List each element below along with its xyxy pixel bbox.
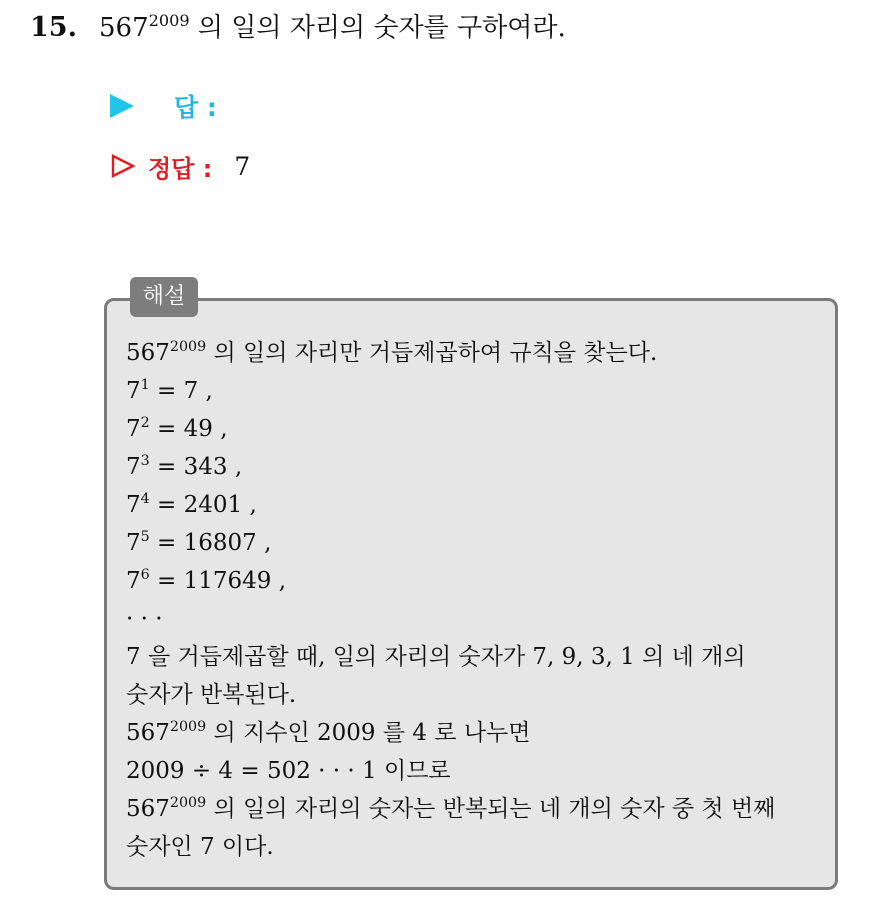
math-exponent: 2009 bbox=[169, 795, 207, 812]
solution-text: 의 일의 자리만 거듭제곱하여 규칙을 찾는다. bbox=[206, 340, 658, 366]
solution-line bbox=[126, 334, 826, 372]
correct-answer-value: 7 bbox=[234, 151, 251, 181]
outline-triangle-icon bbox=[110, 153, 136, 179]
math-exponent: 3 bbox=[140, 453, 150, 470]
math-base: 567 bbox=[126, 796, 170, 822]
solution-line: 숫자가 반복된다. bbox=[126, 682, 297, 708]
power-line bbox=[126, 410, 826, 448]
math-base: 7 bbox=[126, 454, 141, 480]
math-result: = 16807 , bbox=[149, 530, 272, 556]
solution-line: 숫자인 7 이다. bbox=[126, 834, 274, 860]
problem-statement bbox=[30, 8, 566, 48]
ellipsis-line: · · · bbox=[126, 606, 163, 632]
math-exponent: 2 bbox=[140, 415, 150, 432]
math-base: 567 bbox=[126, 340, 170, 366]
solution-body bbox=[126, 334, 826, 866]
power-line bbox=[126, 448, 826, 486]
power-line bbox=[126, 562, 826, 600]
filled-triangle-icon bbox=[110, 94, 134, 118]
problem-base: 567 bbox=[98, 13, 149, 43]
math-exponent: 2009 bbox=[169, 719, 207, 736]
math-result: = 343 , bbox=[149, 454, 243, 480]
problem-exponent: 2009 bbox=[148, 11, 190, 31]
solution-line: 7 을 거듭제곱할 때, 일의 자리의 숫자가 7, 9, 3, 1 의 네 개의 bbox=[126, 644, 746, 670]
math-result: = 2401 , bbox=[149, 492, 257, 518]
math-result: = 7 , bbox=[149, 378, 213, 404]
math-base: 7 bbox=[126, 378, 141, 404]
solution-line bbox=[126, 790, 826, 828]
division-line: 2009 ÷ 4 = 502 · · · 1 이므로 bbox=[126, 758, 451, 784]
math-base: 567 bbox=[126, 720, 170, 746]
math-exponent: 6 bbox=[140, 567, 150, 584]
math-exponent: 4 bbox=[140, 491, 150, 508]
math-result: = 49 , bbox=[149, 416, 228, 442]
math-base: 7 bbox=[126, 492, 141, 518]
solution-text: 의 지수인 2009 를 4 로 나누면 bbox=[206, 720, 531, 746]
solution-line bbox=[126, 714, 826, 752]
power-line bbox=[126, 372, 826, 410]
math-result: = 117649 , bbox=[149, 568, 287, 594]
math-base: 7 bbox=[126, 530, 141, 556]
math-exponent: 5 bbox=[140, 529, 150, 546]
problem-number: 15. bbox=[30, 12, 77, 43]
problem-text: 의 일의 자리의 숫자를 구하여라. bbox=[189, 13, 566, 43]
answer-label: 답 : bbox=[174, 93, 217, 122]
power-line bbox=[126, 524, 826, 562]
answer-row bbox=[110, 86, 217, 126]
math-base: 7 bbox=[126, 416, 141, 442]
power-line bbox=[126, 486, 826, 524]
correct-answer-label: 정답 : bbox=[148, 154, 213, 183]
solution-tag: 해설 bbox=[130, 277, 198, 317]
math-exponent: 2009 bbox=[169, 339, 207, 356]
correct-answer-row bbox=[110, 146, 250, 186]
solution-text: 의 일의 자리의 숫자는 반복되는 네 개의 숫자 중 첫 번째 bbox=[206, 796, 776, 822]
math-base: 7 bbox=[126, 568, 141, 594]
math-exponent: 1 bbox=[140, 377, 150, 394]
